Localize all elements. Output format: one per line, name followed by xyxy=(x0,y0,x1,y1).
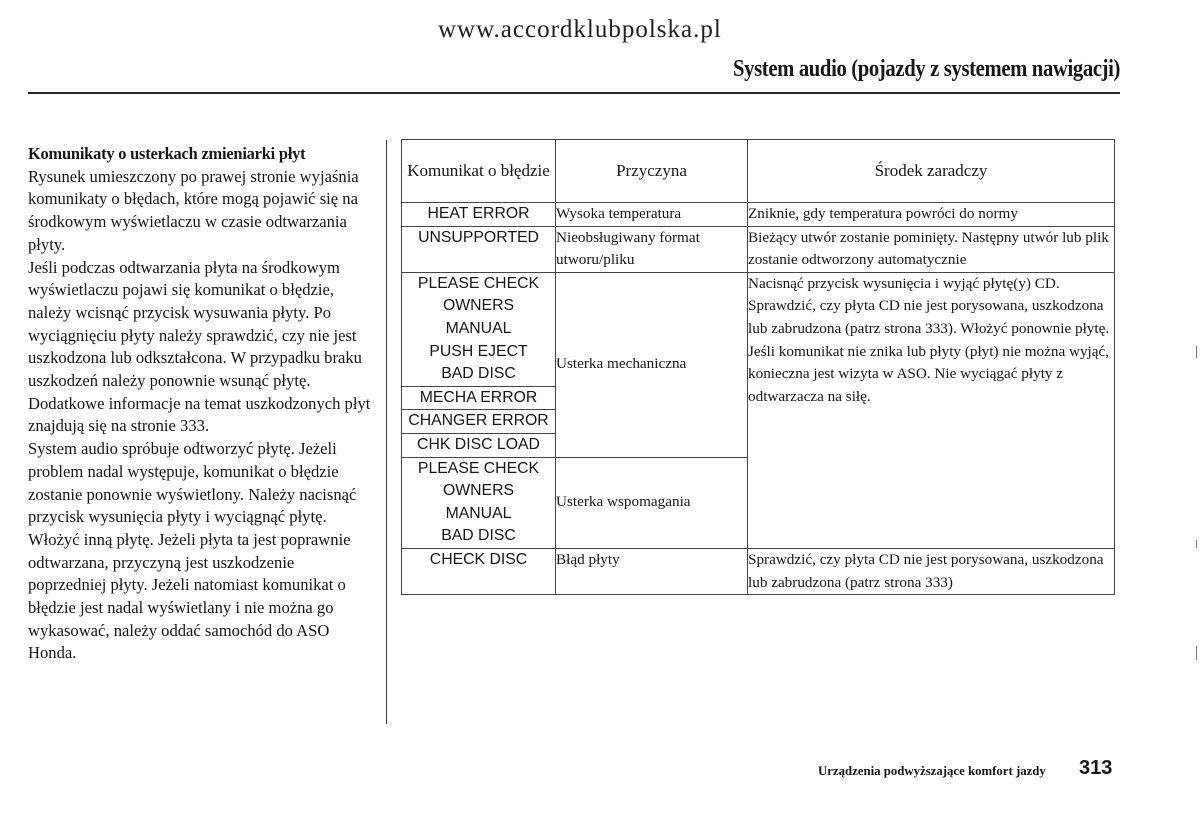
error-code-group xyxy=(402,272,556,386)
left-paragraph-3: Dodatkowe informacje na temat uszkodzonych płyt znajdują się na stronie 333. xyxy=(28,393,371,436)
left-paragraph-4: System audio spróbuje odtworzyć płytę. Jeżeli problem nadal występuje, komunikat o błędzie zostanie ponownie wyświetlony. Należy nacisnąć przycisk wysunięcia płyty i wyciągnąć płytę. xyxy=(28,439,357,527)
header-rule xyxy=(28,92,1120,94)
table-row xyxy=(402,548,1115,594)
scan-edge-mark xyxy=(1196,346,1197,358)
error-code-group xyxy=(402,457,556,548)
page-number: 313 xyxy=(1079,757,1113,779)
left-heading: Komunikaty o usterkach zmieniarki płyt xyxy=(28,144,306,163)
header-cause: Przyczyna xyxy=(556,140,748,203)
column-divider xyxy=(386,140,387,724)
left-paragraph-5: Włożyć inną płytę. Jeżeli płyta ta jest poprawnie odtwarzana, przyczyną jest uszkodzenie poprzedniej płyty. Jeżeli natomiast komunikat o błędzie jest nadal wyświetlany i nie można go wykasować, należy oddać samochód do ASO Honda. xyxy=(28,529,351,663)
error-code-line: PUSH EJECT xyxy=(429,342,528,360)
error-code-line: MANUAL xyxy=(445,504,512,522)
left-paragraph-1: Rysunek umieszczony po prawej stronie wyjaśnia komunikaty o błędach, które mogą pojawić się na środkowym wyświetlaczu w czasie odtwarzania płyty. xyxy=(28,166,359,254)
error-cause: Nieobsługiwany format utworu/pliku xyxy=(556,226,748,272)
scan-edge-mark xyxy=(1196,540,1197,548)
header-remedy: Środek zaradczy xyxy=(748,140,1115,203)
footer-label: Urządzenia podwyższające komfort jazdy xyxy=(818,764,1046,778)
table-row xyxy=(402,272,1115,386)
table-row xyxy=(402,226,1115,272)
error-code: HEAT ERROR xyxy=(402,203,556,227)
error-code: UNSUPPORTED xyxy=(402,226,556,272)
table-header-row xyxy=(402,140,1115,203)
error-messages-table xyxy=(401,139,1115,595)
error-code: MECHA ERROR xyxy=(402,386,556,410)
error-remedy: Zniknie, gdy temperatura powróci do normy xyxy=(748,203,1115,227)
error-cause: Wysoka temperatura xyxy=(556,203,748,227)
error-remedy: Nacisnąć przycisk wysunięcia i wyjąć płytę(y) CD. Sprawdzić, czy płyta CD nie jest porysowana, uszkodzona lub zabrudzona (patrz strona 333). Włożyć ponownie płytę. Jeśli komunikat nie znika lub płyty (płyt) nie można wyjąć, konieczna jest wizyta w ASO. Nie wyciągać płyty z odtwarzacza na siłę. xyxy=(748,272,1115,548)
error-cause: Usterka wspomagania xyxy=(556,457,748,548)
left-column xyxy=(28,143,376,665)
error-cause: Błąd płyty xyxy=(556,548,748,594)
error-code-line: MANUAL xyxy=(445,319,512,337)
error-code: CHANGER ERROR xyxy=(402,410,556,434)
error-code-line: BAD DISC xyxy=(441,365,516,383)
error-code-line: OWNERS xyxy=(442,482,515,500)
table-row xyxy=(402,203,1115,227)
error-cause: Usterka mechaniczna xyxy=(556,272,748,457)
error-remedy: Sprawdzić, czy płyta CD nie jest porysowana, uszkodzona lub zabrudzona (patrz strona 333) xyxy=(748,548,1115,594)
error-remedy: Bieżący utwór zostanie pominięty. Następny utwór lub plik zostanie odtworzony automatycznie xyxy=(748,226,1115,272)
error-code-line: PLEASE CHECK xyxy=(417,274,540,292)
left-paragraph-2: Jeśli podczas odtwarzania płyta na środkowym wyświetlaczu pojawi się komunikat o błędzie, należy wcisnąć przycisk wysuwania płyty. Po wyciągnięciu płyty należy sprawdzić, czy nie jest uszkodzona lub odkształcona. W przypadku braku uszkodzeń należy ponownie wsunąć płytę. xyxy=(28,257,362,391)
error-code-line: OWNERS xyxy=(442,297,515,315)
error-code-line: PLEASE CHECK xyxy=(417,459,540,477)
site-url: www.accordklubpolska.pl xyxy=(438,16,722,43)
error-code: CHECK DISC xyxy=(402,548,556,594)
error-code-line: BAD DISC xyxy=(441,527,516,545)
section-title: System audio (pojazdy z systemem nawigacji) xyxy=(732,56,1120,82)
header-message: Komunikat o błędzie xyxy=(402,140,556,203)
error-code: CHK DISC LOAD xyxy=(402,433,556,457)
scan-edge-mark xyxy=(1196,646,1197,660)
